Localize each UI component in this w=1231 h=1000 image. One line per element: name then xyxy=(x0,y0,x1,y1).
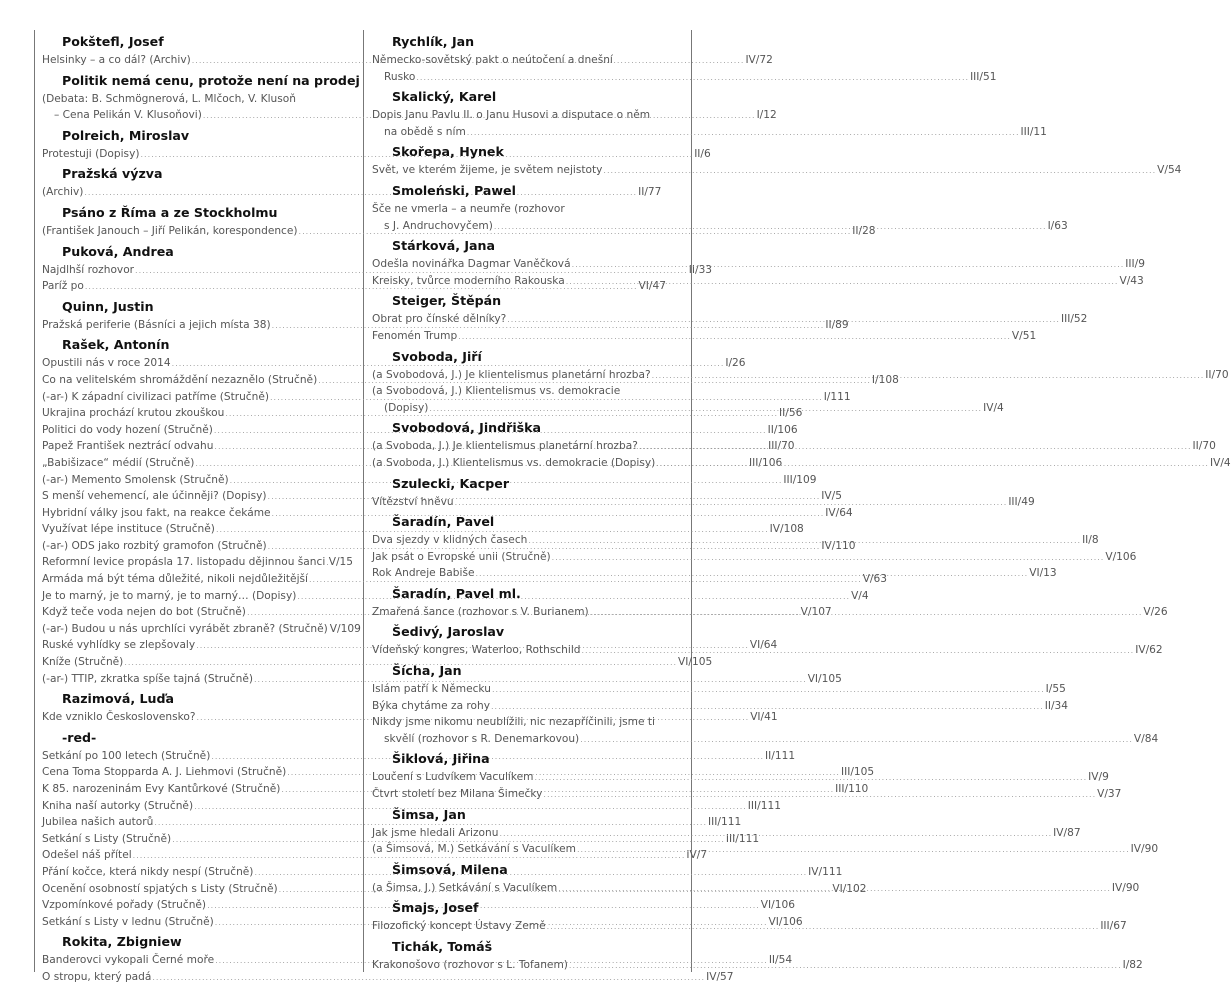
entry-title: Dva sjezdy v klidných časech xyxy=(372,534,528,547)
author-heading: Rokita, Zbigniew xyxy=(62,934,182,950)
dot-leader xyxy=(572,256,1125,273)
entry-page-ref: V/63 xyxy=(862,573,887,586)
dot-leader xyxy=(566,273,1119,290)
entry-title: (František Janouch – Jiří Pelikán, korespondence) xyxy=(42,224,298,237)
entry-title: Je to marný, je to marný, je to marný… (Dopisy) xyxy=(42,589,297,602)
entry-page-ref: III/111 xyxy=(747,799,781,812)
entry-title: (a Svobodová, J.) Je klientelismus planetární hrozba? xyxy=(372,368,651,381)
entry-page-ref: V/26 xyxy=(1143,605,1168,618)
entry-title: Co na velitelském shromáždění nezaznělo (Stručně) xyxy=(42,373,318,386)
entry-page-ref: V/43 xyxy=(1119,274,1144,287)
entry-title: Helsinky – a co dál? (Archiv) xyxy=(42,54,191,66)
entry-title: Ruské vyhlídky se zlepšovaly xyxy=(42,639,196,652)
entry-title: – Cena Pelikán V. Klusoňovi) xyxy=(54,109,202,122)
author-heading: Svobodová, Jindřiška xyxy=(392,420,542,436)
entry-page-ref: IV/4 xyxy=(1209,456,1231,469)
entry-page-ref: IV/5 xyxy=(821,490,842,503)
author-heading: Šícha, Jan xyxy=(392,663,462,679)
entry-title: (a Šimsa, J.) Setkávání s Vaculíkem xyxy=(372,881,558,894)
entry-title: (-ar-) ODS jako rozbitý gramofon (Stručně) xyxy=(42,539,267,552)
entry-page-ref: VI/13 xyxy=(1029,567,1057,580)
entry-page-ref: V/107 xyxy=(800,606,832,619)
dot-leader xyxy=(656,455,1209,472)
index-entry xyxy=(372,273,1144,290)
entry-title: Paríž po xyxy=(42,280,84,293)
entry-page-ref: I/63 xyxy=(1047,219,1068,232)
entry-title: Býka chytáme za rohy xyxy=(372,699,491,712)
dot-leader xyxy=(494,218,1047,235)
index-entry xyxy=(42,621,361,638)
entry-title-start: Šče ne vmerla – a neumře (rozhovor xyxy=(372,202,565,215)
dot-leader xyxy=(507,311,1060,328)
entry-title: Fenomén Trump xyxy=(372,329,458,342)
entry-page-ref: VI/102 xyxy=(832,882,867,895)
entry-title: (a Svoboda, J.) Je klientelismus planetární hrozba? xyxy=(372,440,638,453)
index-entry xyxy=(372,698,1069,715)
entry-title: O stropu, který padá xyxy=(42,970,152,983)
author-heading: Szulecki, Kacper xyxy=(392,475,510,491)
author-heading: Puková, Andrea xyxy=(62,243,174,259)
entry-title: Hybridní války jsou fakt, na reakce čekáme xyxy=(42,506,271,519)
index-entry xyxy=(42,554,353,571)
entry-page-ref: I/12 xyxy=(756,109,777,122)
entry-page-ref: IV/110 xyxy=(821,539,856,552)
author-heading: Stárková, Jana xyxy=(392,238,496,254)
entry-page-ref: IV/64 xyxy=(825,506,853,519)
entry-page-ref: IV/108 xyxy=(769,523,804,536)
entry-title: na obědě s ním xyxy=(384,125,466,138)
entry-title: Jubilea našich autorů xyxy=(42,816,154,829)
entry-page-ref: III/51 xyxy=(970,70,997,83)
entry-page-ref: IV/87 xyxy=(1053,826,1081,839)
entry-page-ref: III/110 xyxy=(835,783,869,795)
entry-title: (-ar-) Memento Smolensk (Stručně) xyxy=(42,473,229,486)
dot-leader xyxy=(552,549,1105,566)
entry-title: Vítězství hněvu xyxy=(372,495,454,508)
entry-page-ref: VI/41 xyxy=(750,711,778,724)
dot-leader xyxy=(416,69,969,86)
entry-page-ref: IV/57 xyxy=(706,970,734,983)
dot-leader xyxy=(458,328,1011,345)
entry-page-ref: IV/7 xyxy=(686,849,708,862)
author-heading: Šaradín, Pavel ml. xyxy=(392,585,521,601)
entry-page-ref: VI/47 xyxy=(638,280,666,293)
entry-page-ref: V/15 xyxy=(328,556,353,569)
entry-title: Filozofický koncept Ústavy Země xyxy=(372,920,546,933)
entry-page-ref: III/106 xyxy=(749,456,783,469)
dot-leader xyxy=(326,554,327,571)
index-page xyxy=(34,30,1231,983)
entry-title: (Archiv) xyxy=(42,186,84,199)
entry-title: Pražská periferie (Básníci a jejich místa 38) xyxy=(42,318,271,331)
index-entry xyxy=(372,124,1047,141)
entry-page-ref: II/70 xyxy=(1205,368,1229,381)
entry-title-start: (a Svobodová, J.) Klientelismus vs. demokracie xyxy=(372,385,621,398)
entry-title: Papež František neztrácí odvahu xyxy=(42,440,214,453)
entry-page-ref: IV/62 xyxy=(1135,644,1163,657)
author-heading: Šiklová, Jiřina xyxy=(392,751,490,767)
entry-title: skvělí (rozhovor s R. Denemarkovou) xyxy=(384,732,580,745)
dot-leader xyxy=(476,565,1029,582)
dot-leader xyxy=(590,604,1143,621)
author-heading: Politik nemá cenu, protože není na prodej xyxy=(62,72,360,88)
entry-page-ref: II/89 xyxy=(825,318,849,331)
entry-line-first xyxy=(372,383,681,400)
entry-title: (Dopisy) xyxy=(384,401,429,414)
index-entry xyxy=(372,328,1037,345)
dot-leader xyxy=(543,786,1096,803)
entry-page-ref: II/111 xyxy=(765,749,796,762)
entry-page-ref: II/70 xyxy=(1192,440,1216,453)
index-entry xyxy=(372,69,997,86)
author-heading: Razimová, Luďa xyxy=(62,691,174,707)
author-heading: Pražská výzva xyxy=(62,166,163,182)
entry-title: S menší vehemencí, ale účinněji? (Dopisy) xyxy=(42,490,267,503)
entry-title: Vídeňský kongres, Waterloo, Rothschild xyxy=(372,644,581,657)
author-heading: Skalický, Karel xyxy=(392,89,497,105)
entry-title: Odešla novinářka Dagmar Vaněčková xyxy=(372,258,571,271)
author-heading: Šaradín, Pavel xyxy=(392,514,495,530)
entry-page-ref: II/28 xyxy=(852,224,876,237)
entry-title: (a Svoboda, J.) Klientelismus vs. demokracie (Dopisy) xyxy=(372,456,656,469)
entry-title: Jak psát o Evropské unii (Stručně) xyxy=(372,550,551,563)
entry-page-ref: II/54 xyxy=(768,954,793,967)
entry-page-ref: I/82 xyxy=(1122,959,1143,971)
dot-leader xyxy=(429,400,982,417)
dot-leader xyxy=(499,825,1052,842)
entry-page-ref: V/84 xyxy=(1133,732,1159,745)
entry-title: Loučení s Ludvíkem Vaculíkem xyxy=(372,771,534,784)
entry-title: Kníže (Stručně) xyxy=(42,656,124,669)
entry-title: Odešel náš přítel xyxy=(42,849,132,862)
entry-page-ref: V/4 xyxy=(851,589,869,602)
dot-leader xyxy=(582,642,1135,659)
entry-title: Ukrajina prochází krutou zkouškou xyxy=(42,407,225,420)
entry-page-ref: I/111 xyxy=(823,390,851,403)
entry-page-ref: VI/106 xyxy=(760,899,795,912)
entry-page-ref: VI/106 xyxy=(768,915,803,928)
dot-leader xyxy=(603,162,1156,179)
entry-title: „Babišizace“ médií (Stručně) xyxy=(42,456,195,469)
entry-page-ref: V/37 xyxy=(1097,788,1122,801)
entry-page-ref: III/52 xyxy=(1060,313,1088,326)
entry-title: s J. Andruchovyčem) xyxy=(384,219,493,232)
author-heading: Quinn, Justin xyxy=(62,298,154,314)
entry-page-ref: III/11 xyxy=(1020,125,1047,138)
entry-title: Jak jsme hledali Arizonu xyxy=(372,826,499,839)
entry-title: (-ar-) Budou u nás uprchlíci vyrábět zbraně? (Stručně) xyxy=(42,622,328,635)
entry-title: Setkání s Listy (Stručně) xyxy=(42,832,172,845)
author-heading: Šimsa, Jan xyxy=(392,806,466,822)
entry-title: Rusko xyxy=(384,70,416,83)
entry-title: Kniha naší autorky (Stručně) xyxy=(42,799,194,812)
entry-title: Čtvrt století bez Milana Šimečky xyxy=(372,788,543,801)
author-heading: Tichák, Tomáš xyxy=(392,939,493,954)
author-heading: Skořepa, Hynek xyxy=(392,144,504,160)
entry-title: Ocenění osobností spjatých s Listy (Stručně) xyxy=(42,882,278,895)
entry-title: K 85. narozeninám Evy Kantůrkové (Stručně) xyxy=(42,783,281,795)
entry-title: Islám patří k Německu xyxy=(372,683,491,696)
entry-page-ref: II/8 xyxy=(1082,534,1099,547)
dot-leader xyxy=(569,957,1122,974)
entry-page-ref: III/109 xyxy=(783,473,817,486)
entry-title: Rok Andreje Babiše xyxy=(372,567,475,580)
entry-title: Reformní levice propásla 17. listopadu dějinnou šanci xyxy=(42,556,326,569)
entry-title: Setkání s Listy v lednu (Stručně) xyxy=(42,915,214,928)
entry-title-start: Dopis Janu Pavlu II. o Janu Husovi a disputace o něm xyxy=(372,109,651,122)
entry-page-ref: IV/4 xyxy=(983,401,1004,414)
entry-title: Vzpomínkové pořady (Stručně) xyxy=(42,899,207,912)
entry-page-ref: IV/90 xyxy=(1111,881,1140,894)
entry-line-first xyxy=(372,107,681,124)
entry-page-ref: II/56 xyxy=(779,407,803,420)
entry-page-ref: III/49 xyxy=(1008,495,1035,508)
entry-page-ref: VI/105 xyxy=(807,672,842,685)
entry-title: Kde vzniklo Československo? xyxy=(42,711,196,724)
entry-title: Najdlhší rozhovor xyxy=(42,263,135,276)
entry-title: Krakonošovo (rozhovor s L. Tofanem) xyxy=(372,959,568,971)
entry-page-ref: I/55 xyxy=(1045,683,1066,696)
entry-page-ref: III/9 xyxy=(1125,258,1145,271)
entry-page-ref: II/34 xyxy=(1044,699,1069,712)
entry-title-start: (Debata: B. Schmögnerová, L. Mlčoch, V. Klusoň xyxy=(42,92,296,105)
entry-page-ref: IV/111 xyxy=(808,865,843,878)
entry-page-ref: V/51 xyxy=(1011,329,1037,342)
entry-title: Zmařená šance (rozhovor s V. Burianem) xyxy=(372,605,589,618)
entry-page-ref: II/77 xyxy=(638,186,662,199)
author-heading: Psáno z Říma a ze Stockholmu xyxy=(62,204,278,220)
dot-leader xyxy=(455,494,1008,511)
entry-title: Setkání po 100 letech (Stručně) xyxy=(42,749,211,762)
entry-title: (a Šimsová, M.) Setkávání s Vaculíkem xyxy=(372,843,576,856)
entry-page-ref: V/106 xyxy=(1105,550,1137,563)
author-heading: Šimsová, Milena xyxy=(392,861,508,877)
author-heading: Steiger, Štěpán xyxy=(392,293,502,309)
entry-page-ref: III/111 xyxy=(708,816,742,829)
author-heading: Polreich, Miroslav xyxy=(62,127,190,143)
dot-leader xyxy=(652,367,1205,384)
entry-page-ref: I/108 xyxy=(871,373,899,386)
author-heading: Rašek, Antonín xyxy=(62,337,170,353)
dot-leader xyxy=(577,841,1130,858)
entry-page-ref: IV/90 xyxy=(1130,843,1159,856)
author-heading: Pokštefl, Josef xyxy=(62,34,164,49)
entry-line-first xyxy=(372,52,681,69)
entry-page-ref: VI/105 xyxy=(678,656,713,669)
entry-page-ref: II/33 xyxy=(688,263,713,276)
index-entry xyxy=(372,162,1182,179)
entry-title: Když teče voda nejen do bot (Stručně) xyxy=(42,606,246,619)
entry-title: Armáda má být téma důležité, nikoli nejdůležitější xyxy=(42,573,308,586)
author-heading: Svoboda, Jiří xyxy=(392,348,482,364)
dot-leader xyxy=(492,681,1045,698)
entry-title: (-ar-) K západní civilizaci patříme (Stručně) xyxy=(42,390,269,403)
entry-page-ref: II/6 xyxy=(694,147,711,160)
author-heading: Rychlík, Jan xyxy=(392,34,475,49)
entry-title: Obrat pro čínské dělníky? xyxy=(372,313,507,326)
entry-page-ref: III/105 xyxy=(840,766,875,779)
entry-line-first xyxy=(372,201,681,218)
entry-page-ref: IV/9 xyxy=(1088,771,1109,784)
entry-page-ref: VI/64 xyxy=(749,639,778,652)
dot-leader xyxy=(528,532,1081,549)
entry-page-ref: III/111 xyxy=(725,832,760,845)
entry-line-first xyxy=(372,714,681,731)
entry-page-ref: III/67 xyxy=(1100,920,1127,933)
dot-leader xyxy=(491,698,1044,715)
entry-page-ref: II/106 xyxy=(767,423,798,436)
entry-title: Cena Toma Stopparda A. J. Liehmovi (Stručně) xyxy=(42,766,287,779)
entry-title: Opustili nás v roce 2014 xyxy=(42,357,171,370)
entry-title: Politici do vody hození (Stručně) xyxy=(42,423,213,436)
index-entry xyxy=(372,549,1137,566)
entry-title-start: Německo-sovětský pakt o neútočení a dnešní xyxy=(372,54,613,66)
entry-title: Banderovci vykopali Černé moře xyxy=(42,954,215,967)
entry-title: Protestuji (Dopisy) xyxy=(42,147,140,160)
entry-title: Kreisky, tvůrce moderního Rakouska xyxy=(372,274,565,287)
entry-title: Využívat lépe instituce (Stručně) xyxy=(42,523,215,536)
entry-title-start: Nikdy jsme nikomu neublížili, nic nezapříčinili, jsme ti xyxy=(372,716,655,729)
entry-title: Přání kočce, která nikdy nespí (Stručně) xyxy=(42,865,254,878)
dot-leader xyxy=(639,438,1192,455)
entry-title: (-ar-) TTIP, zkratka spíše tajná (Stručně) xyxy=(42,672,253,685)
index-entry xyxy=(42,969,734,986)
author-heading: Šmajs, Josef xyxy=(392,900,479,916)
entry-page-ref: I/26 xyxy=(725,357,746,370)
author-heading: Smoleński, Pawel xyxy=(392,182,516,198)
dot-leader xyxy=(534,769,1087,786)
index-entry xyxy=(372,731,1159,748)
dot-leader xyxy=(558,880,1111,897)
entry-line-first xyxy=(42,91,353,108)
entry-page-ref: V/54 xyxy=(1157,164,1182,177)
dot-leader xyxy=(547,918,1100,935)
entry-page-ref: III/70 xyxy=(768,440,795,453)
dot-leader xyxy=(580,731,1133,748)
author-heading: -red- xyxy=(62,729,97,745)
index-entry xyxy=(372,681,1066,698)
author-heading: Šedivý, Jaroslav xyxy=(392,624,505,640)
dot-leader xyxy=(467,124,1020,141)
entry-page-ref: V/109 xyxy=(329,622,361,635)
entry-page-ref: IV/72 xyxy=(745,54,773,66)
entry-title: Svět, ve kterém žijeme, je světem nejistoty xyxy=(372,164,603,177)
